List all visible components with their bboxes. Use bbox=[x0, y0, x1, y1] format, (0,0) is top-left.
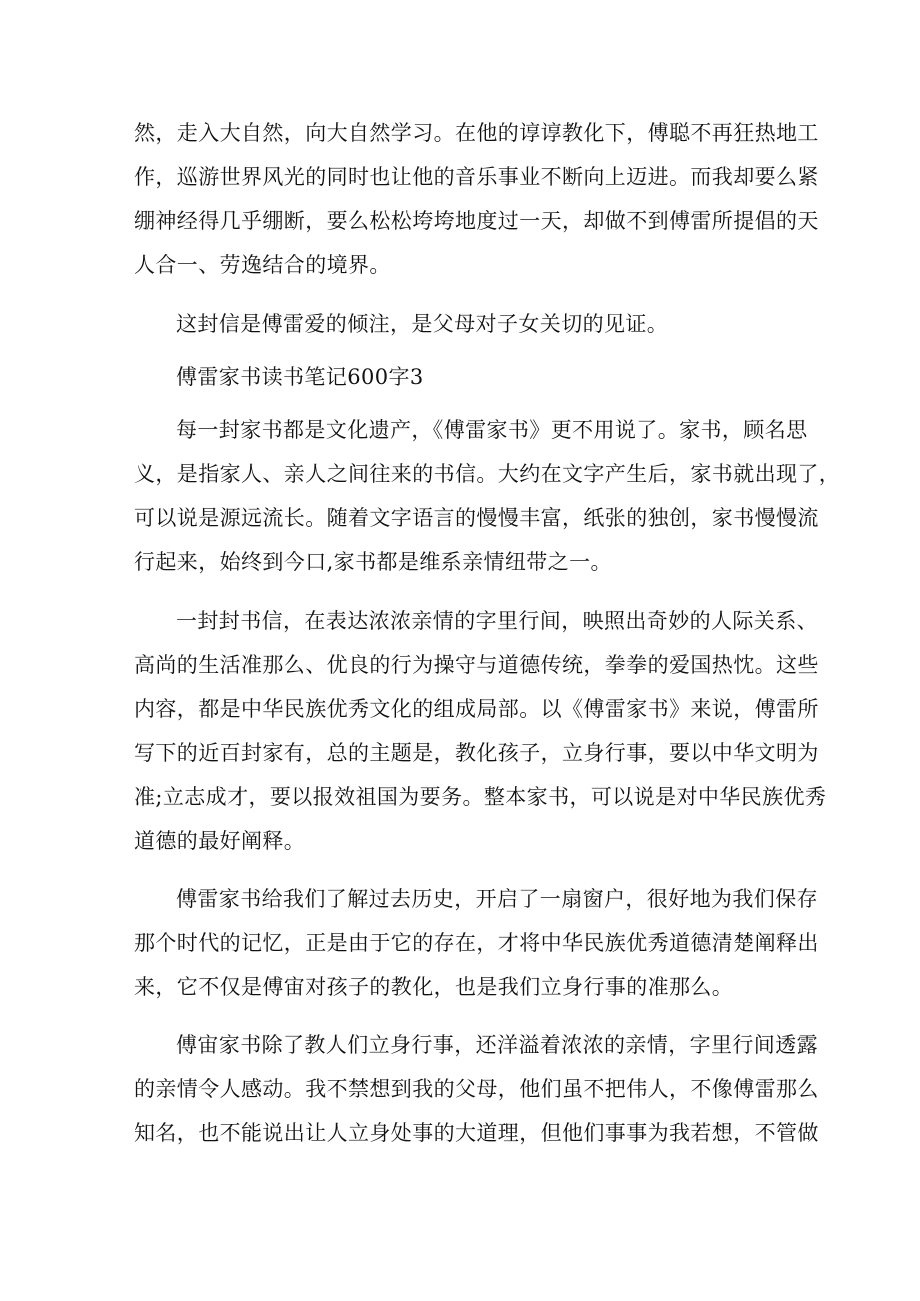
paragraph-line: 每一封家书都是文化遗产，《傅雷家书》更不用说了。家书，顾名思 bbox=[176, 418, 808, 442]
paragraph-line: 来，它不仅是傅宙对孩子的教化，也是我们立身行事的准那么。 bbox=[134, 975, 734, 999]
paragraph-line: 准;立志成才，要以报效祖国为要务。整本家书，可以说是对中华民族优秀 bbox=[134, 785, 827, 809]
paragraph-2 bbox=[134, 302, 784, 346]
paragraph-line: 高尚的生活准那么、优良的行为操守与道德传统，拳拳的爱国热忱。这些 bbox=[134, 653, 819, 677]
paragraph-4 bbox=[134, 599, 827, 863]
paragraph-5 bbox=[134, 877, 819, 1009]
paragraph-line: 作，巡游世界风光的同时也让他的音乐事业不断向上迈进。而我却要么紧 bbox=[134, 165, 819, 189]
paragraph-line: 绷神经得几乎绷断，要么松松垮垮地度过一天，却做不到傅雷所提倡的天 bbox=[134, 209, 819, 233]
paragraph-line: 人合一、劳逸结合的境界。 bbox=[134, 253, 391, 277]
paragraph-line: 行起来，始终到今口,家书都是维系亲情纽带之一。 bbox=[134, 550, 612, 574]
paragraph-line: 的亲情令人感动。我不禁想到我的父母，他们虽不把伟人，不像傅雷那么 bbox=[134, 1077, 819, 1101]
paragraph-line: 内容，都是中华民族优秀文化的组成局部。以《傅雷家书》来说，傅雷所 bbox=[134, 697, 819, 721]
paragraph-line: 然，走入大自然，向大自然学习。在他的谆谆教化下，傅聪不再狂热地工 bbox=[134, 121, 819, 145]
paragraph-line: 可以说是源远流长。随着文字语言的慢慢丰富，纸张的独创，家书慢慢流 bbox=[134, 506, 819, 530]
section-heading bbox=[134, 355, 784, 399]
paragraph-line: 这封信是傅雷爱的倾注，是父母对子女关切的见证。 bbox=[176, 312, 669, 336]
paragraph-line: 义，是指家人、亲人之间往来的书信。大约在文字产生后，家书就出现了， bbox=[134, 462, 841, 486]
paragraph-line: 道德的最好阐释。 bbox=[134, 829, 306, 853]
section-title: 傅雷家书读书笔记600字3 bbox=[176, 365, 424, 389]
paragraph-1 bbox=[134, 111, 819, 287]
paragraph-line: 傅雷家书给我们了解过去历史，开启了一扇窗户，很好地为我们保存 bbox=[176, 887, 818, 911]
paragraph-line: 那个时代的记忆，正是由于它的存在，才将中华民族优秀道德清楚阐释出 bbox=[134, 931, 819, 955]
paragraph-line: 写下的近百封家有，总的主题是，教化孩子，立身行事，要以中华文明为 bbox=[134, 741, 819, 765]
paragraph-line: 傅宙家书除了教人们立身行事，还洋溢着浓浓的亲情，字里行间透露 bbox=[176, 1033, 818, 1057]
paragraph-line: 知名，也不能说出让人立身处事的大道理，但他们事事为我若想，不管做 bbox=[134, 1121, 819, 1145]
paragraph-line: 一封封书信，在表达浓浓亲情的字里行间，映照出奇妙的人际关系、 bbox=[176, 609, 818, 633]
paragraph-6 bbox=[134, 1023, 819, 1155]
paragraph-3 bbox=[134, 408, 841, 584]
